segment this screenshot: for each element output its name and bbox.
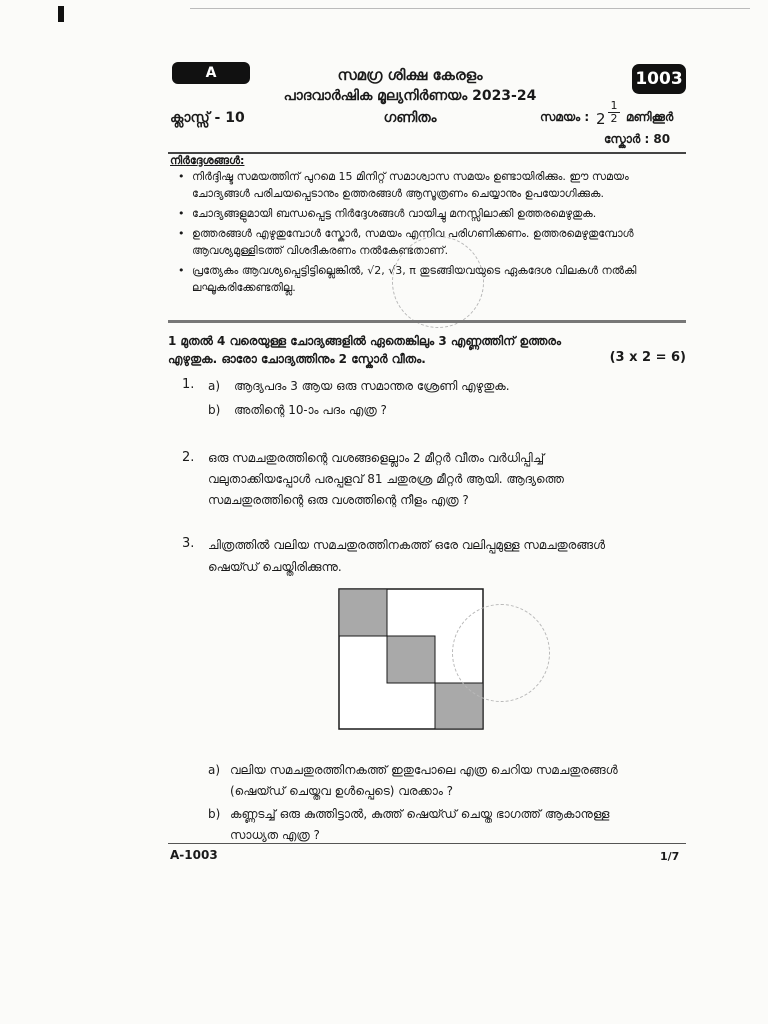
section-intro-line1: 1 മുതൽ 4 വരെയുള്ള ചോദ്യങ്ങളിൽ ഏതെങ്കിലും 3 എണ്ണത്തിന് ഉത്തരം (168, 334, 562, 348)
q3b-line1: കണ്ണടച്ച് ഒരു കുത്തിട്ടാൽ, കുത്ത് ഷെയ്ഡ് ചെയ്ത ഭാഗത്ത് ആകാനുള്ള (230, 807, 610, 821)
bullet-icon: • (178, 264, 185, 277)
time-denominator: 2 (608, 112, 620, 125)
instruction-text: നിർദ്ദിഷ്ട സമയത്തിന് പുറമെ 15 മിനിറ്റ് സമാശ്വാസ സമയം ഉണ്ടായിരിക്കും. ഈ സമയം ചോദ്യങ്ങൾ പരിചയപ്പെടാനും ഉത്തരങ്ങൾ ആസൂത്രണം ചെയ്യാനും ഉപയോഗിക്കുക. (192, 170, 629, 200)
time-unit: മണിക്കൂർ (626, 110, 674, 124)
q2-text (208, 448, 688, 511)
shaded-square-1 (339, 589, 387, 636)
q2-line3: സമചതുരത്തിന്റെ ഒരു വശത്തിന്റെ നീളം എത്ര ? (208, 493, 469, 507)
class-label: ക്ലാസ്സ് - 10 (170, 110, 245, 126)
instruction-text: ചോദ്യങ്ങളുമായി ബന്ധപ്പെട്ട നിർദ്ദേശങ്ങൾ വായിച്ചു മനസ്സിലാക്കി ഉത്തരമെഴുതുക. (192, 207, 597, 220)
q1b-label: b) (208, 403, 221, 417)
q2-line1: ഒരു സമചതുരത്തിന്റെ വശങ്ങളെല്ലാം 2 മീറ്റർ വീതം വർധിപ്പിച്ച് (208, 451, 545, 465)
q3-line2: ഷെയ്ഡ് ചെയ്തിരിക്കുന്നു. (208, 560, 342, 574)
bullet-icon: • (178, 227, 185, 240)
paper-code-badge: 1003 (632, 64, 686, 94)
q3a-line2: (ഷെയ്ഡ് ചെയ്തവ ഉൾപ്പെടെ) വരക്കാം ? (230, 784, 454, 798)
org-title: സമഗ്ര ശിക്ഷ കേരളം (337, 66, 483, 84)
q1a-label: a) (208, 379, 221, 393)
q3a-label: a) (208, 763, 221, 777)
time-fraction (608, 100, 620, 125)
bullet-icon: • (178, 170, 185, 183)
section-rule (168, 320, 686, 323)
q3-text (208, 534, 688, 578)
q2-number: 2. (182, 450, 195, 465)
q3a-line1: വലിയ സമചതുരത്തിനകത്ത് ഇതുപോലെ എത്ര ചെറിയ സമചതുരങ്ങൾ (230, 763, 618, 777)
shaded-square-2 (387, 636, 435, 683)
q2-line2: വലുതാക്കിയപ്പോൾ പരപ്പളവ് 81 ചതുരശ്ര മീറ്റർ ആയി. ആദ്യത്തെ (208, 472, 564, 486)
q1b-text: അതിന്റെ 10-ാം പദം എത്ര ? (234, 403, 387, 417)
scan-mark (58, 6, 64, 22)
total-score: സ്കോർ : 80 (604, 132, 671, 146)
set-badge: A (172, 62, 250, 84)
section-score: (3 x 2 = 6) (609, 350, 686, 365)
subject-title: ഗണിതം (383, 110, 437, 126)
instructions-title: നിർദ്ദേശങ്ങൾ: (170, 154, 245, 167)
instruction-text: പ്രത്യേകം ആവശ്യപ്പെട്ടിട്ടില്ലെങ്കിൽ, √2, √3, π തുടങ്ങിയവയുടെ ഏകദേശ വിലകൾ നൽകി ലഘൂകരിക്കേണ്ടതില്ല. (192, 264, 637, 294)
q3b-line2: സാധ്യത എത്ര ? (230, 828, 320, 842)
exam-title: പാദവാർഷിക മൂല്യനിർണയം 2023-24 (283, 88, 537, 104)
time-label: സമയം : (540, 110, 590, 124)
instruction-item (176, 168, 686, 202)
scan-edge-line (190, 8, 750, 9)
footer-code: A-1003 (170, 848, 218, 862)
q3b-label: b) (208, 807, 221, 821)
page-number: 1/7 (660, 850, 680, 863)
school-stamp (452, 604, 550, 702)
instruction-item (176, 205, 686, 222)
school-stamp (392, 236, 484, 328)
section-intro-line2: എഴുതുക. ഓരോ ചോദ്യത്തിനും 2 സ്കോർ വീതം. (168, 352, 426, 366)
q1-number: 1. (182, 377, 195, 392)
q3a-text (230, 760, 690, 802)
q3-number: 3. (182, 536, 195, 551)
time-numerator: 1 (610, 99, 618, 112)
header-rule (168, 152, 686, 154)
bullet-icon: • (178, 207, 185, 220)
footer-rule (168, 843, 686, 844)
q1a-text: ആദ്യപദം 3 ആയ ഒരു സമാന്തര ശ്രേണി എഴുതുക. (234, 379, 510, 393)
time-whole: 2 (596, 110, 606, 128)
q3-line1: ചിത്രത്തിൽ വലിയ സമചതുരത്തിനകത്ത് ഒരേ വലിപ്പമുള്ള സമചതുരങ്ങൾ (208, 538, 606, 552)
instruction-text: ഉത്തരങ്ങൾ എഴുതുമ്പോൾ സ്കോർ, സമയം എന്നിവ പരിഗണിക്കണം. ഉത്തരമെഴുതുമ്പോൾ ആവശ്യമുള്ളിടത്ത് വിശദീകരണം നൽകേണ്ടതാണ്. (192, 227, 634, 257)
q3b-text (230, 804, 690, 846)
